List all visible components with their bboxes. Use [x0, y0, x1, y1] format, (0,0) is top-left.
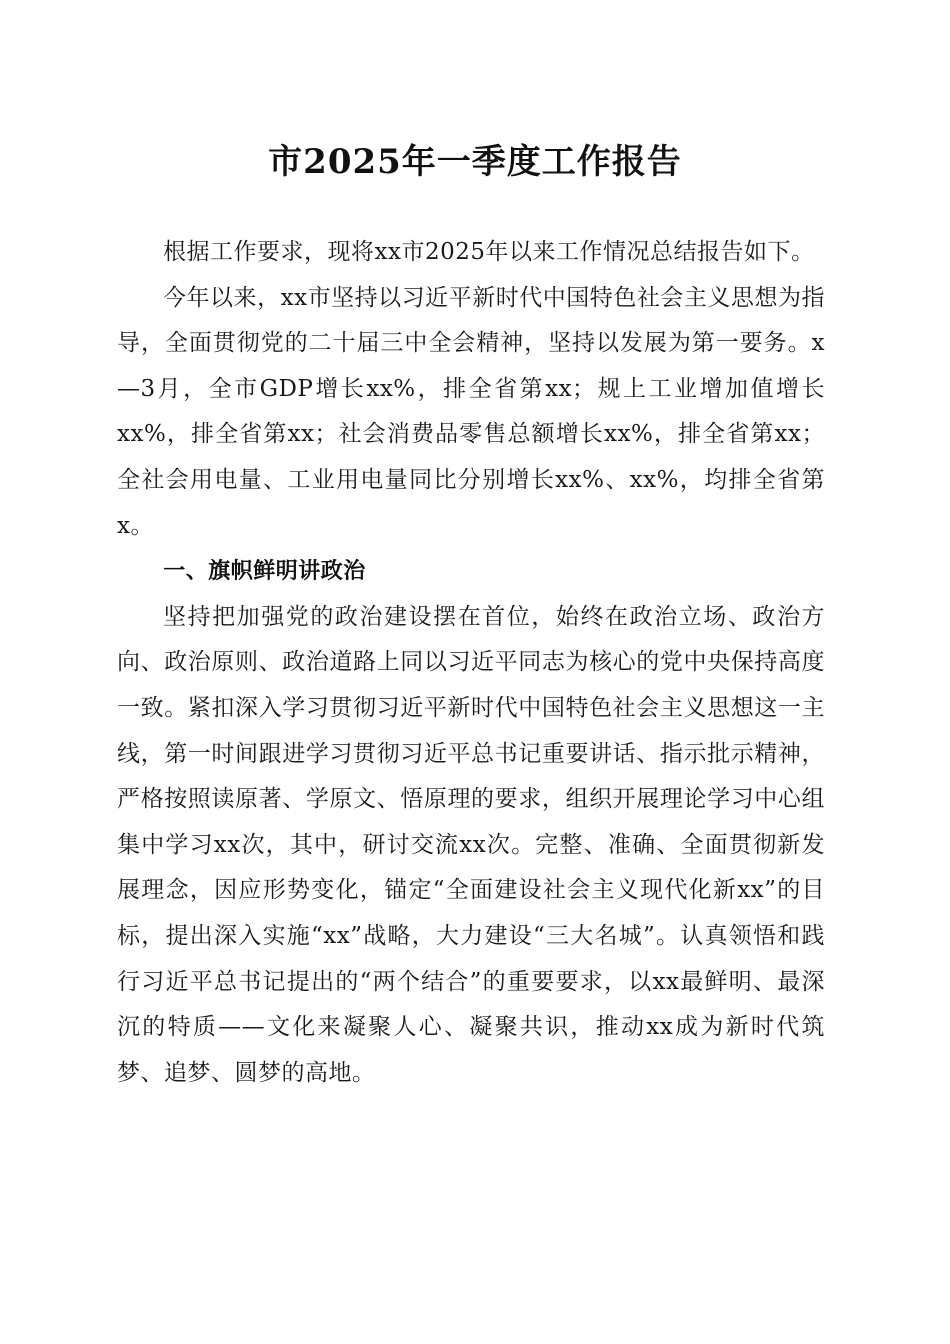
- document-body: [117, 230, 825, 1096]
- intro-paragraph: 根据工作要求，现将xx市2025年以来工作情况总结报告如下。: [163, 239, 815, 265]
- section-heading: 一、旗帜鲜明讲政治: [163, 559, 366, 585]
- document-title: 市2025年一季度工作报告: [268, 142, 682, 182]
- section-paragraph: 坚持把加强党的政治建设摆在首位，始终在政治立场、政治方向、政治原则、政治道路上同以习近平同志为核心的党中央保持高度一致。紧扣深入学习贯彻习近平新时代中国特色社会主义思想这一主线，第一时间跟进学习贯彻习近平总书记重要讲话、指示批示精神，严格按照读原著、学原文、悟原理的要求，组织开展理论学习中心组集中学习xx次，其中，研讨交流xx次。完整、准确、全面贯彻新发展理念，因应形势变化，锚定“全面建设社会主义现代化新xx”的目标，提出深入实施“xx”战略，大力建设“三大名城”。认真领悟和践行习近平总书记提出的“两个结合”的重要要求，以xx最鲜明、最深沉的特质——文化来凝聚人心、凝聚共识，推动xx成为新时代筑梦、追梦、圆梦的高地。: [117, 603, 825, 1086]
- summary-paragraph: 今年以来，xx市坚持以习近平新时代中国特色社会主义思想为指导，全面贯彻党的二十届三中全会精神，坚持以发展为第一要务。x—3月，全市GDP增长xx%，排全省第xx；规上工业增加值增长xx%，排全省第xx；社会消费品零售总额增长xx%，排全省第xx；全社会用电量、工业用电量同比分别增长xx%、xx%，均排全省第x。: [117, 284, 825, 539]
